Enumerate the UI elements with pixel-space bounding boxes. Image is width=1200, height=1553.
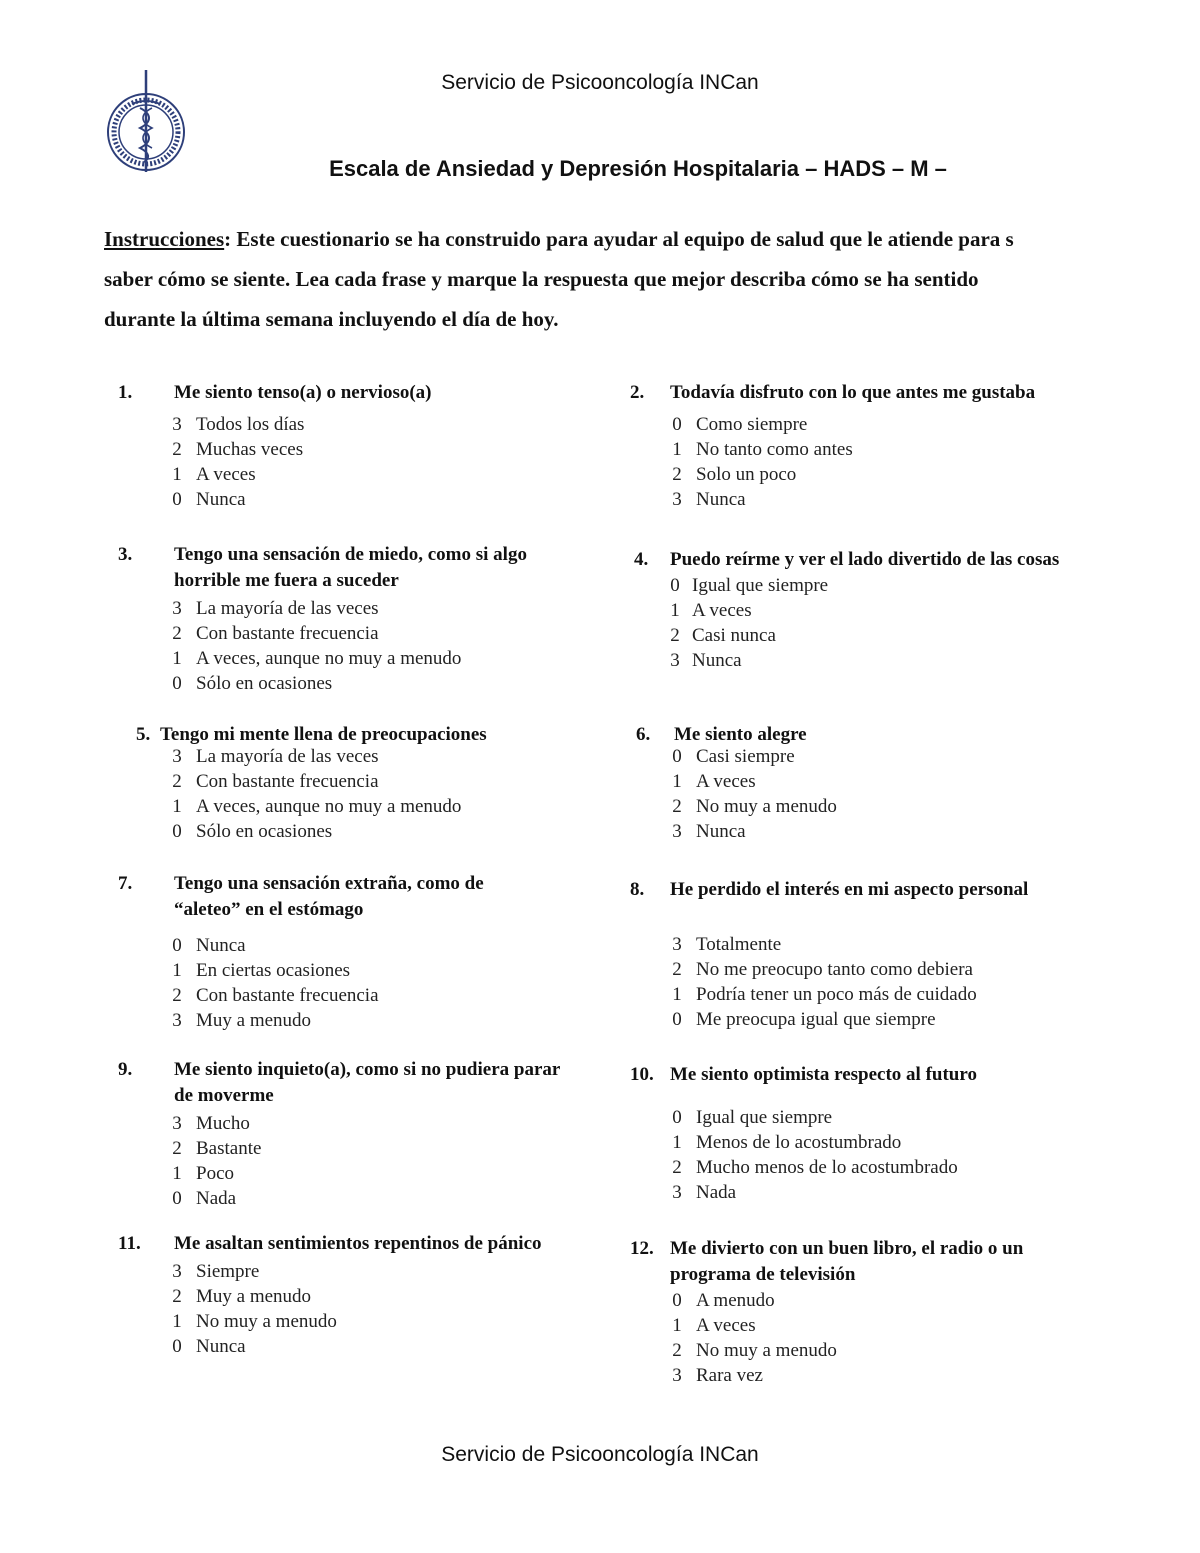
answer-option[interactable]: 0 Sólo en ocasiones [172, 821, 333, 842]
answer-option[interactable]: 3 Nunca [670, 650, 742, 671]
question-number: 2. [630, 382, 645, 403]
answer-option[interactable]: 2 No muy a menudo [672, 796, 837, 817]
answer-option[interactable]: 1 A veces [670, 600, 752, 621]
instructions-label: Instrucciones [104, 227, 225, 251]
answer-option[interactable]: 0 Igual que siempre [672, 1107, 833, 1128]
instructions [104, 219, 1154, 339]
question-5 [136, 722, 580, 844]
instructions-line-2: saber cómo se siente. Lea cada frase y marque la respuesta que mejor describa cómo se ha sentido [104, 267, 979, 291]
question-text: Tengo una sensación extraña, como de “aleteo” en el estómago [174, 873, 484, 920]
answer-option[interactable]: 3 La mayoría de las veces [172, 746, 379, 767]
question-11 [118, 1231, 564, 1359]
question-4 [634, 547, 1070, 673]
question-text: He perdido el interés en mi aspecto personal [670, 879, 1029, 900]
answer-option[interactable]: 1 Poco [172, 1163, 234, 1184]
question-number: 10. [630, 1064, 654, 1085]
answer-option[interactable]: 2 Muy a menudo [172, 1286, 312, 1307]
answer-option[interactable]: 2 No me preocupo tanto como debiera [672, 959, 973, 980]
question-text: Me siento inquieto(a), como si no pudiera parar de moverme [174, 1059, 560, 1106]
answer-option[interactable]: 3 Nunca [672, 821, 746, 842]
answer-option[interactable]: 3 Totalmente [672, 934, 782, 955]
question-number: 4. [634, 549, 649, 570]
answer-option[interactable]: 2 Solo un poco [672, 464, 797, 485]
instructions-line-1: Instrucciones: Este cuestionario se ha construido para ayudar al equipo de salud que le atiende para s [104, 227, 1014, 251]
answer-option[interactable]: 2 Mucho menos de lo acostumbrado [672, 1157, 958, 1178]
answer-option[interactable]: 0 Nunca [172, 1336, 246, 1357]
answer-option[interactable]: 2 Con bastante frecuencia [172, 623, 379, 644]
question-12 [630, 1236, 1090, 1388]
answer-option[interactable]: 1 En ciertas ocasiones [172, 960, 351, 981]
question-number: 11. [118, 1233, 141, 1254]
answer-option[interactable]: 3 La mayoría de las veces [172, 598, 379, 619]
answer-option[interactable]: 0 Nunca [172, 935, 246, 956]
answer-option[interactable]: 1 A veces [672, 771, 756, 792]
question-number: 1. [118, 382, 133, 403]
question-number: 9. [118, 1059, 133, 1080]
page-header: Servicio de Psicooncología INCan [441, 71, 759, 94]
answer-option[interactable]: 3 Muy a menudo [172, 1010, 312, 1031]
answer-option[interactable]: 1 A veces [172, 464, 256, 485]
question-text: Todavía disfruto con lo que antes me gustaba [670, 382, 1036, 403]
question-number: 6. [636, 724, 651, 745]
answer-option[interactable]: 3 Siempre [172, 1261, 260, 1282]
question-text: Tengo una sensación de miedo, como si algo horrible me fuera a suceder [174, 544, 527, 591]
question-text: Me divierto con un buen libro, el radio o un programa de televisión [670, 1238, 1024, 1285]
question-7 [118, 871, 554, 1033]
document-title: Escala de Ansiedad y Depresión Hospitalaria – HADS – M – [329, 156, 947, 181]
question-number: 7. [118, 873, 133, 894]
answer-option[interactable]: 2 Con bastante frecuencia [172, 985, 379, 1006]
question-text: Puedo reírme y ver el lado divertido de las cosas [670, 549, 1060, 570]
answer-option[interactable]: 2 Casi nunca [670, 625, 776, 646]
answer-option[interactable]: 3 Rara vez [672, 1365, 763, 1386]
answer-option[interactable]: 1 No muy a menudo [172, 1311, 337, 1332]
answer-option[interactable]: 0 Como siempre [672, 414, 808, 435]
question-1 [118, 380, 594, 512]
answer-option[interactable]: 2 Bastante [172, 1138, 262, 1159]
question-10 [630, 1062, 1090, 1205]
question-text: Tengo mi mente llena de preocupaciones [160, 724, 487, 745]
answer-option[interactable]: 1 Menos de lo acostumbrado [672, 1132, 902, 1153]
question-6 [636, 722, 1094, 844]
question-2 [630, 380, 1130, 512]
answer-option[interactable]: 1 A veces [672, 1315, 756, 1336]
answer-option[interactable]: 0 Nada [172, 1188, 237, 1209]
answer-option[interactable]: 1 A veces, aunque no muy a menudo [172, 796, 462, 817]
question-3 [118, 542, 584, 696]
answer-option[interactable]: 0 Nunca [172, 489, 246, 510]
question-text: Me siento optimista respecto al futuro [670, 1064, 977, 1085]
answer-option[interactable]: 2 Con bastante frecuencia [172, 771, 379, 792]
question-number: 12. [630, 1238, 654, 1259]
question-9 [118, 1057, 574, 1211]
answer-option[interactable]: 0 Sólo en ocasiones [172, 673, 333, 694]
answer-option[interactable]: 3 Todos los días [172, 414, 305, 435]
answer-option[interactable]: 2 Muchas veces [172, 439, 304, 460]
answer-option[interactable]: 0 Me preocupa igual que siempre [672, 1009, 936, 1030]
question-text: Me asaltan sentimientos repentinos de pánico [174, 1233, 542, 1254]
question-8 [630, 877, 1130, 1032]
answer-option[interactable]: 0 Igual que siempre [670, 575, 829, 596]
instructions-line-3: durante la última semana incluyendo el día de hoy. [104, 307, 559, 331]
page-footer: Servicio de Psicooncología INCan [441, 1443, 759, 1466]
question-number: 3. [118, 544, 133, 565]
answer-option[interactable]: 3 Nunca [672, 489, 746, 510]
answer-option[interactable]: 3 Nada [672, 1182, 737, 1203]
question-number: 5. [136, 724, 151, 745]
answer-option[interactable]: 0 Casi siempre [672, 746, 795, 767]
answer-option[interactable]: 1 A veces, aunque no muy a menudo [172, 648, 462, 669]
question-text: Me siento alegre [674, 724, 807, 745]
answer-option[interactable]: 1 No tanto como antes [672, 439, 853, 460]
answer-option[interactable]: 3 Mucho [172, 1113, 250, 1134]
question-number: 8. [630, 879, 645, 900]
answer-option[interactable]: 2 No muy a menudo [672, 1340, 837, 1361]
answer-option[interactable]: 1 Podría tener un poco más de cuidado [672, 984, 977, 1005]
question-text: Me siento tenso(a) o nervioso(a) [174, 382, 432, 403]
answer-option[interactable]: 0 A menudo [672, 1290, 775, 1311]
